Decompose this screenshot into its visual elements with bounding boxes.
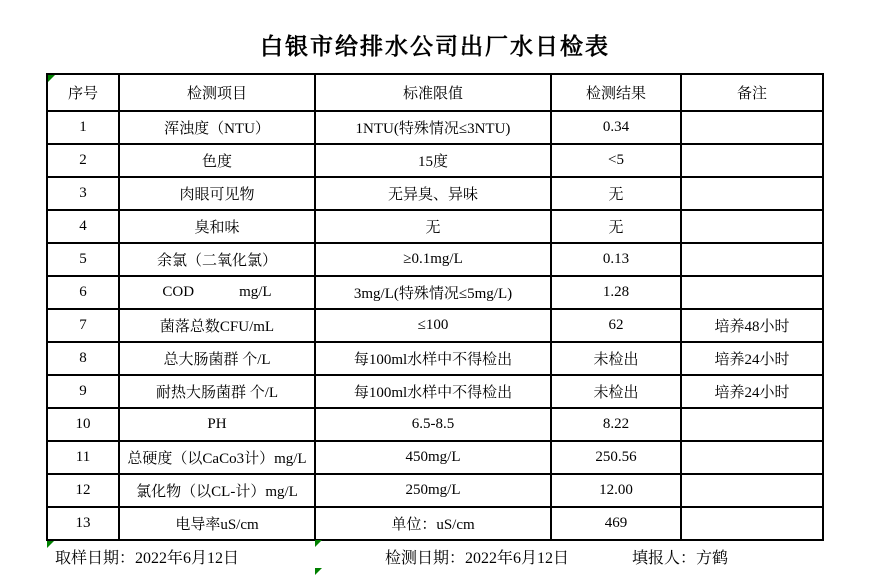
cell-seq: 4 <box>47 210 119 243</box>
cell-result: 0.13 <box>551 243 681 276</box>
cell-item: 总硬度（以CaCo3计）mg/L <box>119 441 315 474</box>
table-row <box>47 111 823 144</box>
table-row <box>47 408 823 441</box>
cell-item: 耐热大肠菌群 个/L <box>119 375 315 408</box>
cell-item: 浑浊度（NTU） <box>119 111 315 144</box>
cell-seq: 5 <box>47 243 119 276</box>
cell-note: 培养48小时 <box>681 309 823 342</box>
cell-item: 氯化物（以CL-计）mg/L <box>119 474 315 507</box>
cell-limit: 250mg/L <box>315 474 551 507</box>
table-row <box>47 507 823 540</box>
cell-seq: 12 <box>47 474 119 507</box>
cell-result: 469 <box>551 507 681 540</box>
header-item: 检测项目 <box>119 74 315 111</box>
inspection-table <box>46 73 824 541</box>
green-triangle-icon <box>48 75 55 82</box>
cell-item: COD mg/L <box>119 276 315 309</box>
cell-result: 1.28 <box>551 276 681 309</box>
table-row <box>47 276 823 309</box>
table-row <box>47 309 823 342</box>
cell-seq: 3 <box>47 177 119 210</box>
table-row <box>47 474 823 507</box>
cell-result: 12.00 <box>551 474 681 507</box>
test-date-label: 检测日期：2022年6月12日 <box>385 550 570 567</box>
header-note: 备注 <box>681 74 823 111</box>
cell-note <box>681 474 823 507</box>
green-triangle-icon <box>315 568 322 575</box>
cell-seq: 10 <box>47 408 119 441</box>
cell-limit: 450mg/L <box>315 441 551 474</box>
cell-note <box>681 243 823 276</box>
cell-note <box>681 210 823 243</box>
footer <box>0 545 870 569</box>
header-seq: 序号 <box>47 74 119 111</box>
cell-note <box>681 111 823 144</box>
cell-limit: 无异臭、异味 <box>315 177 551 210</box>
cell-seq: 13 <box>47 507 119 540</box>
cell-note <box>681 507 823 540</box>
cell-result: <5 <box>551 144 681 177</box>
table-row <box>47 210 823 243</box>
cell-limit: ≤100 <box>315 309 551 342</box>
table-row <box>47 177 823 210</box>
cell-seq: 2 <box>47 144 119 177</box>
cell-seq: 7 <box>47 309 119 342</box>
sampling-date-label: 取样日期：2022年6月12日 <box>55 550 240 567</box>
cell-result: 0.34 <box>551 111 681 144</box>
cell-limit: 每100ml水样中不得检出 <box>315 342 551 375</box>
cell-note <box>681 144 823 177</box>
cell-limit: ≥0.1mg/L <box>315 243 551 276</box>
cell-result: 250.56 <box>551 441 681 474</box>
cell-result: 未检出 <box>551 342 681 375</box>
cell-note <box>681 177 823 210</box>
table-row <box>47 375 823 408</box>
cell-seq: 11 <box>47 441 119 474</box>
cell-item: 色度 <box>119 144 315 177</box>
cell-limit: 3mg/L(特殊情况≤5mg/L) <box>315 276 551 309</box>
cell-limit: 每100ml水样中不得检出 <box>315 375 551 408</box>
cell-seq: 6 <box>47 276 119 309</box>
reporter-label: 填报人：方鹤 <box>632 550 729 567</box>
cell-seq: 1 <box>47 111 119 144</box>
cell-note <box>681 441 823 474</box>
table-row <box>47 441 823 474</box>
header-result: 检测结果 <box>551 74 681 111</box>
table-row <box>47 243 823 276</box>
cell-item: PH <box>119 408 315 441</box>
cell-item: 总大肠菌群 个/L <box>119 342 315 375</box>
cell-limit: 无 <box>315 210 551 243</box>
table-header-row <box>47 74 823 111</box>
cell-item: 肉眼可见物 <box>119 177 315 210</box>
cell-note: 培养24小时 <box>681 342 823 375</box>
cell-result: 8.22 <box>551 408 681 441</box>
cell-note <box>681 276 823 309</box>
header-limit: 标准限值 <box>315 74 551 111</box>
cell-result: 无 <box>551 210 681 243</box>
page-title: 白银市给排水公司出厂水日检表 <box>260 34 610 60</box>
cell-note: 培养24小时 <box>681 375 823 408</box>
cell-seq: 9 <box>47 375 119 408</box>
cell-limit: 1NTU(特殊情况≤3NTU) <box>315 111 551 144</box>
cell-seq: 8 <box>47 342 119 375</box>
cell-limit: 15度 <box>315 144 551 177</box>
table-row <box>47 342 823 375</box>
cell-result: 62 <box>551 309 681 342</box>
cell-limit: 单位：uS/cm <box>315 507 551 540</box>
cell-result: 未检出 <box>551 375 681 408</box>
cell-item: 菌落总数CFU/mL <box>119 309 315 342</box>
table-row <box>47 144 823 177</box>
cell-note <box>681 408 823 441</box>
cell-item: 臭和味 <box>119 210 315 243</box>
cell-limit: 6.5-8.5 <box>315 408 551 441</box>
cell-item: 电导率uS/cm <box>119 507 315 540</box>
cell-item: 余氯（二氧化氯） <box>119 243 315 276</box>
cell-result: 无 <box>551 177 681 210</box>
